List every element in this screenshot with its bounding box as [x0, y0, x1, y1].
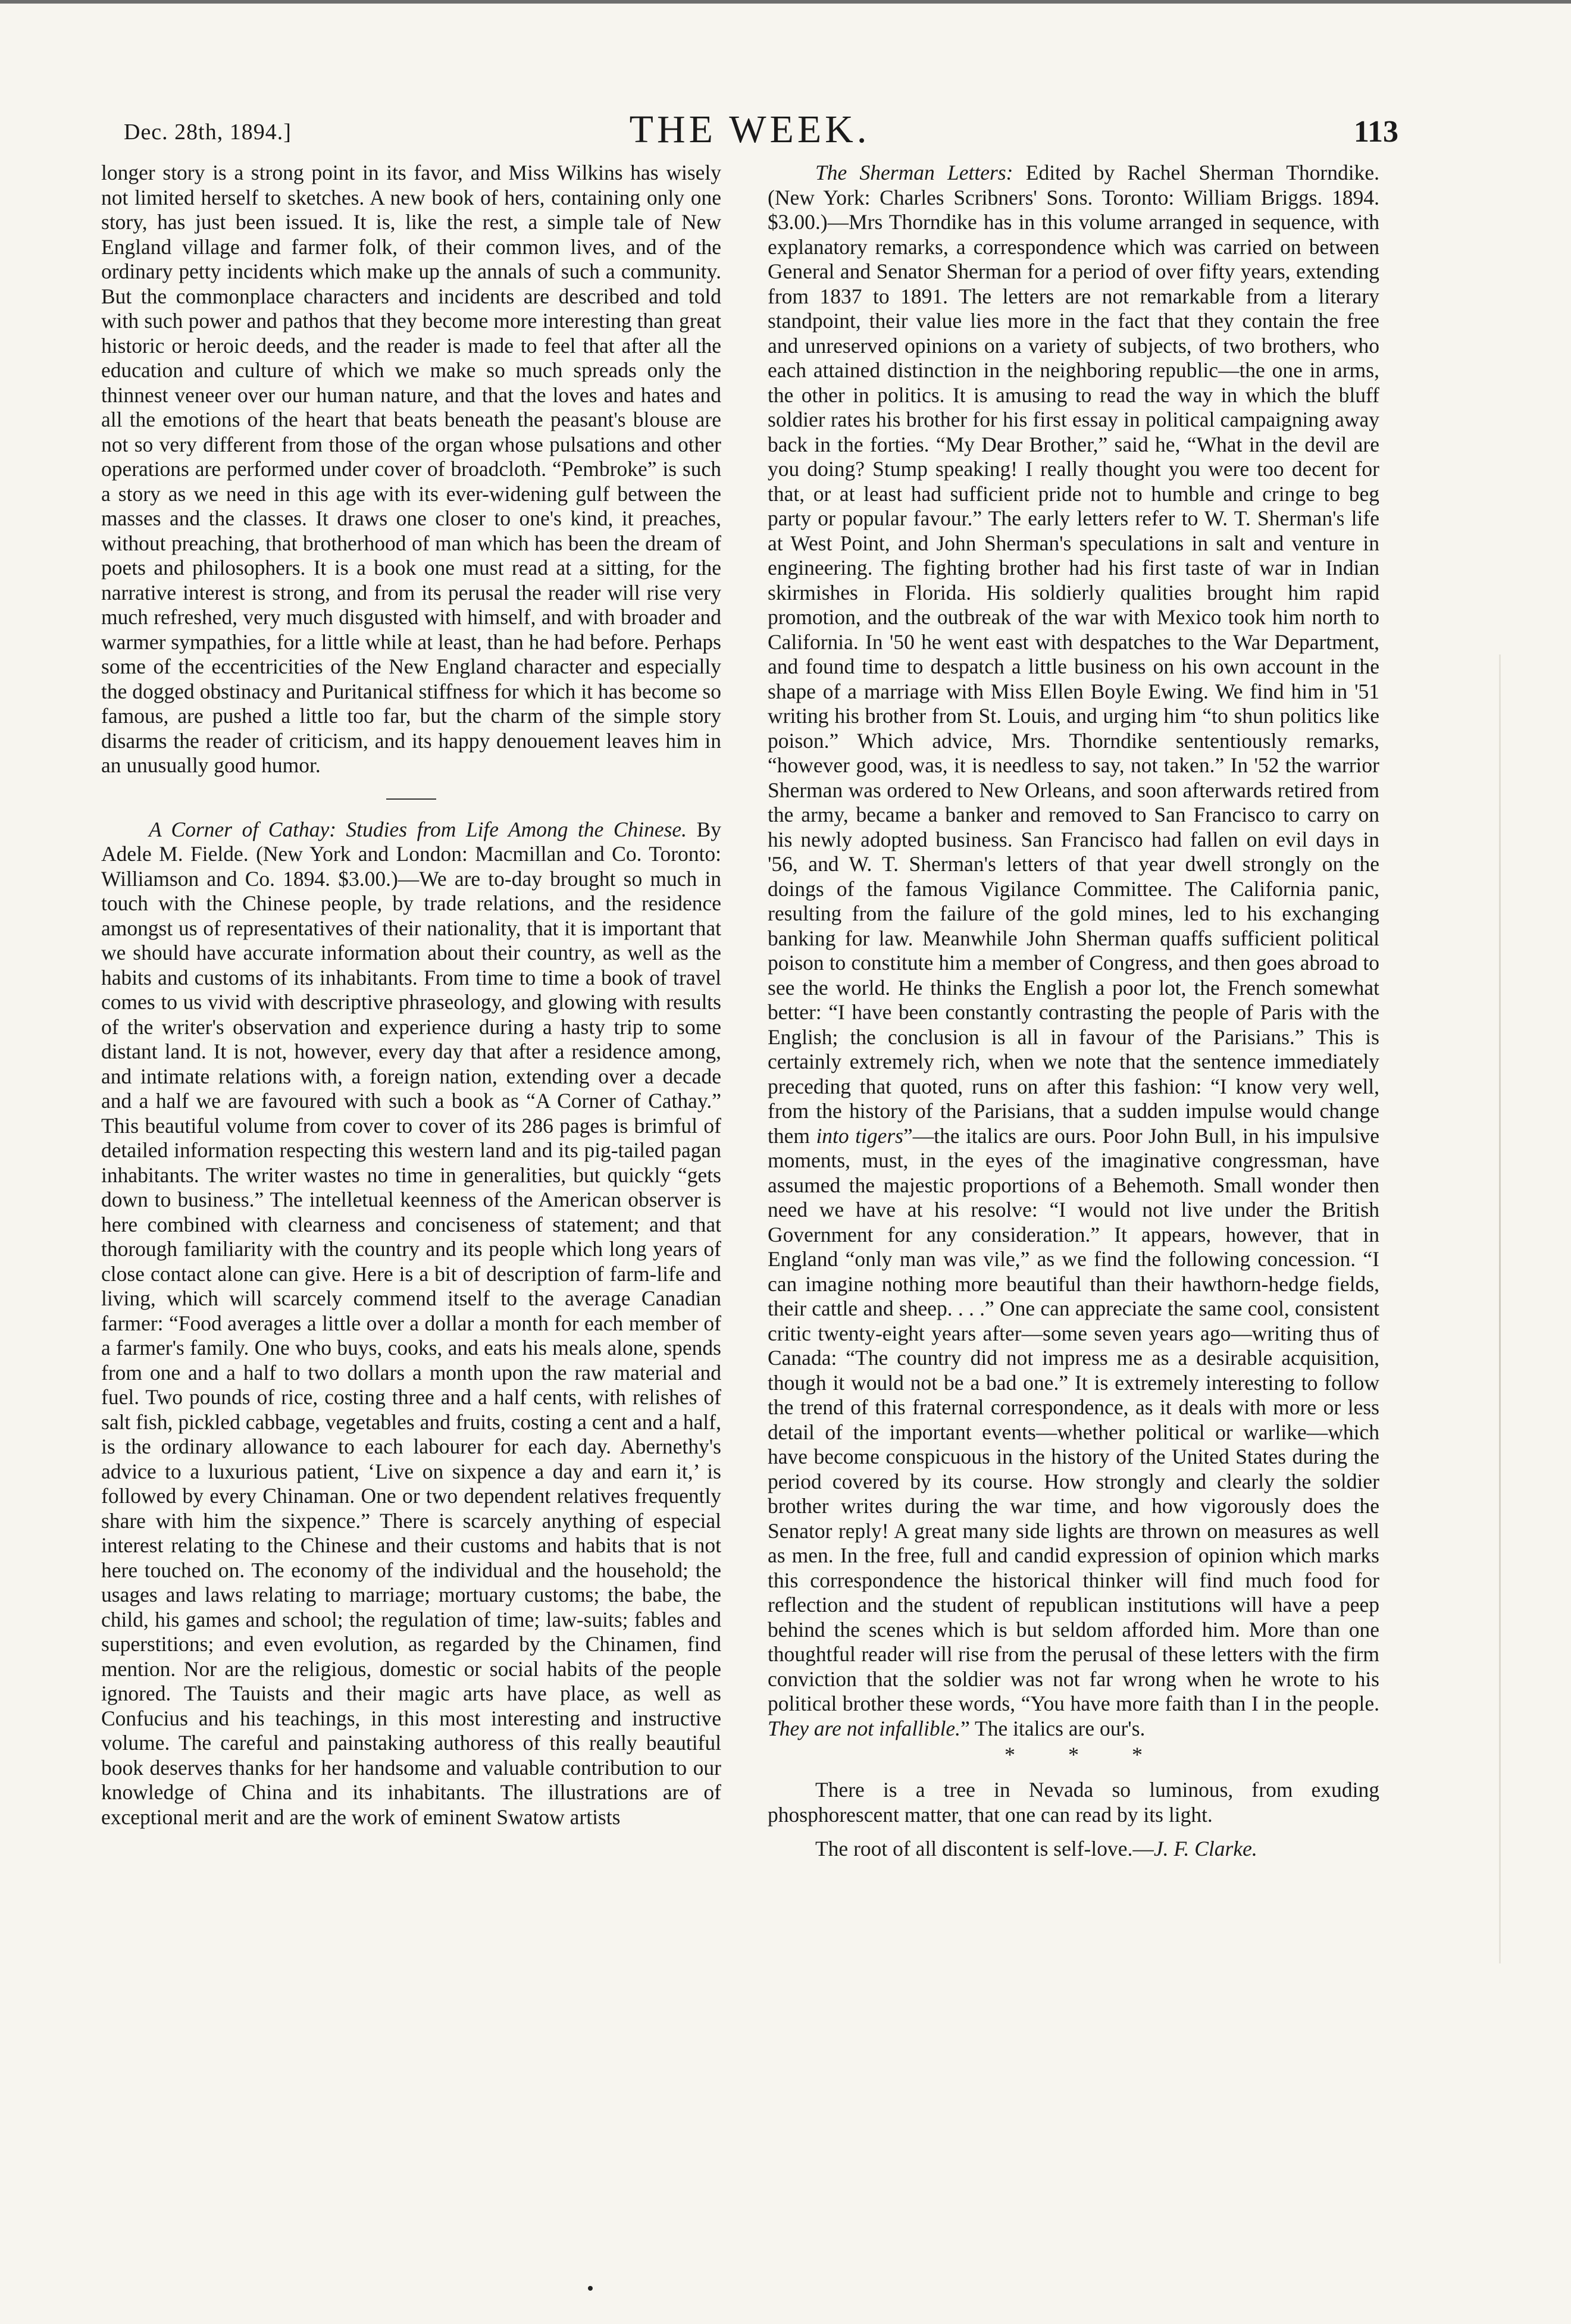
- sherman-title: The Sherman Letters:: [815, 161, 1013, 184]
- page-edge-shadow: [1499, 654, 1501, 1963]
- pembroke-review: longer story is a strong point in its favor, and Miss Wilkins has wisely not limited herself to sketches. A new book of hers, containing only one story, has just been issued. It is, like the rest, a simple tale of New England village and farmer folk, of their common lives, and of the ordinary petty incidents which make up the annals of such a community. But the commonplace characters and incidents are described and told with such power and pathos that they become more interesting than great historic or heroic deeds, and the reader is made to feel that after all the education and culture of which we make so much spreads only the thinnest veneer over our human nature, and that the loves and hates and all the emotions of the heart that beats beneath the peasant's blouse are not so very different from those of the organ whose pulsations and other operations are performed under cover of broadcloth. “Pembroke” is such a story as we need in this age with its ever-widening gulf between the masses and the classes. It draws one closer to one's kind, it preaches, without preaching, that brotherhood of man which has been the dream of poets and philosophers. It is a book one must read at a sitting, for the narrative interest is strong, and from its perusal the reader will rise very much refreshed, very much disgusted with himself, and with broader and warmer sympathies, for a little while at least, than he had before. Perhaps some of the eccentricities of the New England character and especially the dogged obstinacy and Puritanical stiffness for which it has become so famous, are pushed a little too far, but the charm of the simple story disarms the reader of criticism, and its happy denouement leaves him in an unusually good humor.: [101, 161, 721, 777]
- sherman-review: The Sherman Letters: Edited by Rachel Sherman Thorndike. (New York: Charles Scribners' Sons. Toronto: William Briggs. 1894. $3.00.)—Mrs Thorndike has in this volume arranged in sequence, with explanatory remarks, a correspondence which was carried on between General and Senator Sherman for a period of over fifty years, extending from 1837 to 1891. The letters are not remarkable from a literary standpoint, their value lies more in the fact that they contain the free and unreserved opinions on a variety of subjects, of two brothers, who each attained distinction in the neighboring republic—the one in arms, the other in politics. It is amusing to read the way in which the bluff soldier rates his brother for his first essay in political campaigning away back in the forties. “My Dear Brother,” said he, “What in the devil are you doing? Stump speaking! I really thought you were too decent for that, or at least had sufficient pride not to humble and cringe to beg party or popular favour.” The early letters refer to W. T. Sherman's life at West Point, and John Sherman's speculations in salt and venture in engineering. The fighting brother had his first taste of war in Indian skirmishes in Florida. His soldierly qualities brought him rapid promotion, and the outbreak of the war with Mexico took him north to California. In '50 he went east with despatches to the War Department, and found time to despatch a little business on his own account in the shape of a marriage with Miss Ellen Boyle Ewing. We find him in '51 writing his brother from St. Louis, and urging him “to shun politics like poison.” Which advice, Mrs. Thorndike sententiously remarks, “however good, was, it is needless to say, not taken.” In '52 the warrior Sherman was ordered to New Orleans, and soon afterwards retired from the army, became a banker and removed to San Francisco to carry on his newly adopted business. San Francisco had fallen on evil days in '56, and W. T. Sherman's letters of that year dwell strongly on the doings of the famous Vigilance Committee. The California panic, resulting from the failure of the gold mines, led to his exchanging banking for law. Meanwhile John Sherman quaffs sufficient political poison to constitute him a member of Congress, and then goes abroad to see the world. He thinks the English a poor lot, the French somewhat better: “I have been constantly contrasting the people of Paris with the English; the conclusion is all in favour of the Parisians.” This is certainly extremely rich, when we note that the sentence immediately preceding that quoted, runs on after this fashion: “I know very well, from the history of the Parisians, that a sudden impulse would change them into tigers”—the italics are ours. Poor John Bull, in his impulsive moments, must, in the eyes of the imaginative congressman, have assumed the majestic proportions of a Behemoth. Small wonder then need we have at his resolve: “I would not live under the British Government for any consideration.” It appears, however, that in England “only man was vile,” as we find the following concession. “I can imagine nothing more beautiful than their hawthorn-hedge fields, their cattle and sheep. . . .” One can appreciate the same cool, consistent critic twenty-eight years after—some seven years ago—writing thus of Canada: “The country did not impress me as a desirable acquisition, though it would not be a bad one.” It is extremely interesting to follow the trend of this fraternal correspondence, as it deals with more or less detail of the important events—whether political or warlike—which have become conspicuous in the history of the United States during the period covered by its course. How strongly and clearly the soldier brother writes during the war time, and how vigorously does the Senator reply! A great many side lights are thrown on measures as well as men. In the free, full and candid expression of opinion which marks this correspondence the historical thinker will find much food for reflection and the student of republican institutions will have a peep behind the scenes which is but seldom afforded him. More than one thoughtful reader will rise from the perusal of these letters with the firm conviction that the soldier was not far wrong when he wrote to his political brother these words, “You have more faith than I in the people. They are not infallible.” The italics are our's.: [768, 161, 1380, 1740]
- left-column: [101, 161, 721, 1830]
- quote-author: J. F. Clarke.: [1153, 1837, 1257, 1861]
- ink-dot: [588, 2286, 593, 2291]
- right-column: [768, 161, 1379, 1862]
- nevada-tree-note: There is a tree in Nevada so luminous, from exuding phosphorescent matter, that one can read by its light.: [768, 1778, 1379, 1827]
- cathay-title: A Corner of Cathay: Studies from Life Among the Chinese.: [149, 817, 687, 841]
- publication-title: THE WEEK.: [629, 108, 871, 151]
- page-header: [101, 107, 1398, 167]
- page-number: 113: [1353, 115, 1398, 149]
- section-divider: [386, 798, 436, 800]
- cathay-review: [101, 818, 721, 1830]
- cathay-text: By Adele M. Fielde. (New York and London: Macmillan and Co. Toronto: Williamson and Co. 1894. $3.00.)—We are to-day brought so much in touch with the Chinese people, by trade relations, and the residence amongst us of representatives of their nationality, that it is important that we should have accurate information about their country, as well as the habits and customs of its inhabitants. From time to time a book of travel comes to us vivid with descriptive phraseology, and glowing with results of the writer's observation and experience during a hasty trip to some distant land. It is not, however, every day that after a residence among, and intimate relations with, a foreign nation, extending over a decade and a half we are favoured with such a book as “A Corner of Cathay.” This beautiful volume from cover to cover of its 286 pages is brimful of detailed information respecting this western land and its pig-tailed pagan inhabitants. The writer wastes no time in generalities, but quickly “gets down to business.” The intelletual keenness of the American observer is here combined with clearness and conciseness of statement; and that thorough familiarity with the country and its people which long years of close contact alone can give. Here is a bit of description of farm-life and living, which will scarcely commend itself to the average Canadian farmer: “Food averages a little over a dollar a month for each member of a farmer's family. One who buys, cooks, and eats his meals alone, spends from one and a half to two dollars a month upon the raw material and fuel. Two pounds of rice, costing three and a half cents, with relishes of salt fish, pickled cabbage, vegetables and fruits, costing a cent and a half, is the ordinary allowance to each labourer for each day. Abernethy's advice to a luxurious patient, ‘Live on sixpence a day and earn it,’ is followed by every Chinaman. One or two dependent relatives frequently share with him the sixpence.” There is scarcely anything of especial interest relating to the Chinese and their customs and habits that is not here touched on. The economy of the individual and the household; the usages and laws relating to marriage; mortuary customs; the babe, the child, his games and school; the regulation of time; law-suits; fables and superstitions; and even evolution, as regarded by the Chinamen, find mention. Nor are the religious, domestic or social habits of the people ignored. The Tauists and their magic arts have place, as well as Confucius and his teachings, in this most interesting and instructive volume. The careful and painstaking authoress of this really beautiful book deserves thanks for her handsome and valuable contribution to our knowledge of China and its inhabitants. The illustrations are of exceptional merit and are the work of eminent Swatow artists: [101, 817, 721, 1829]
- clarke-quote: The root of all discontent is self-love.—J. F. Clarke.: [815, 1837, 1257, 1861]
- top-border-line: [0, 0, 1571, 4]
- issue-date: Dec. 28th, 1894.]: [124, 120, 292, 145]
- asterism-divider: * * *: [1004, 1743, 1166, 1767]
